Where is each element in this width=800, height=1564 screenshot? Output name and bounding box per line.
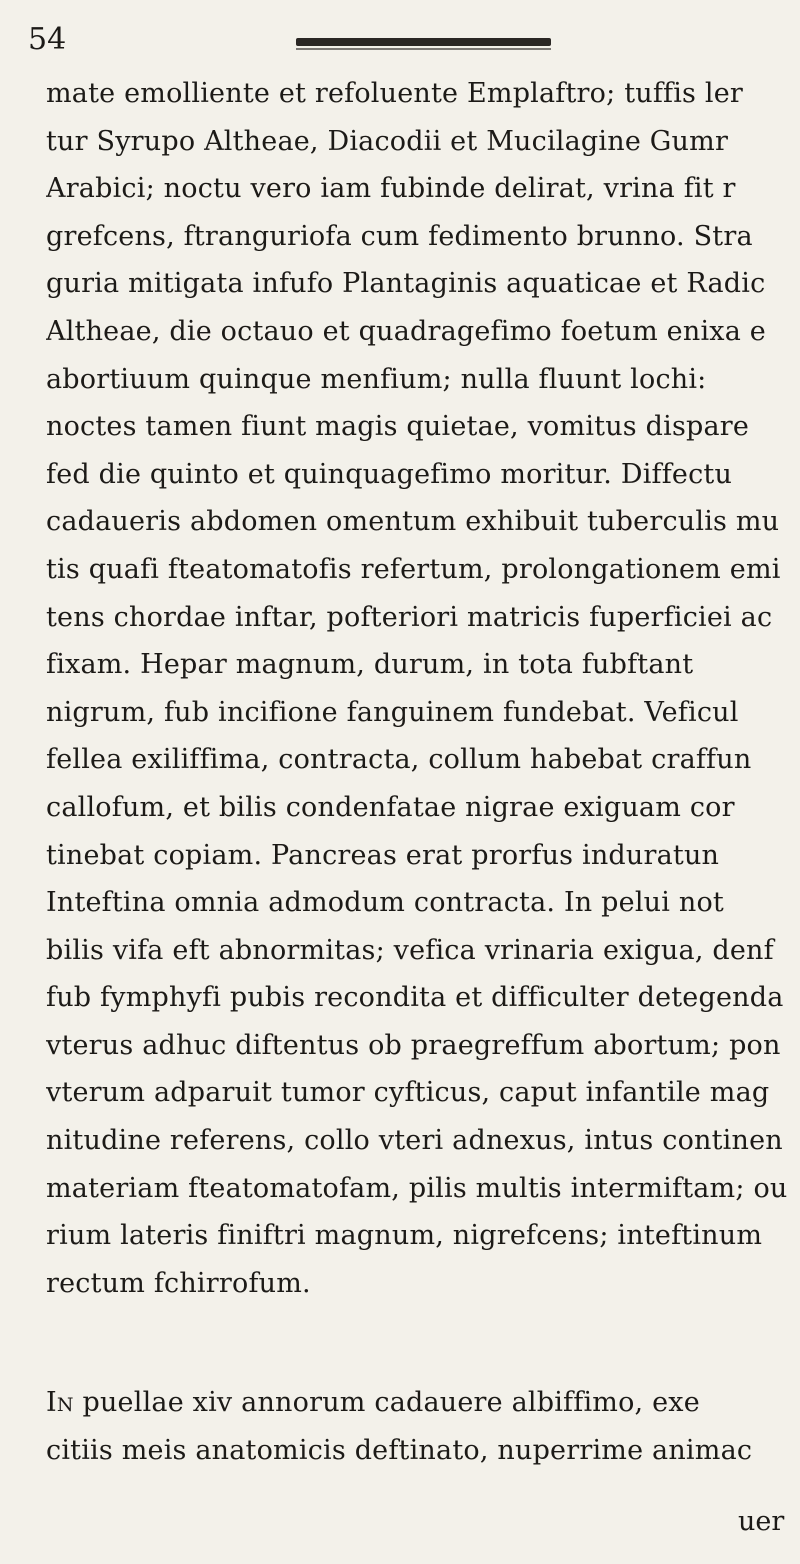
paragraph-gap: [46, 1307, 800, 1379]
text-line: nitudine referens, collo vteri adnexus, intus continen: [46, 1125, 783, 1157]
text-line: fub fymphyfi pubis recondita et difficulter detegenda: [46, 982, 784, 1014]
page-number: 54: [28, 22, 67, 57]
text-line: guria mitigata infufo Plantaginis aquaticae et Radic: [46, 268, 766, 300]
text-line: vterus adhuc diftentus ob praegreffum abortum; pon: [46, 1029, 781, 1061]
text-line: fed die quinto et quinquagefimo moritur. Diffectu: [46, 458, 733, 490]
text-line: rectum fchirrofum.: [46, 1267, 311, 1299]
text-line: fixam. Hepar magnum, durum, in tota fubftant: [46, 649, 694, 681]
header-rule: [296, 38, 551, 46]
text-line: callofum, et bilis condenfatae nigrae exiguam cor: [46, 791, 735, 823]
body-text: [46, 70, 800, 1475]
text-line: cadaueris abdomen omentum exhibuit tuberculis mu: [46, 506, 780, 538]
catchword: uer: [738, 1506, 785, 1537]
text-line: vterum adparuit tumor cyfticus, caput infantile mag: [46, 1077, 770, 1109]
text-line: tens chordae inftar, pofteriori matricis fuperficiei ac: [46, 601, 773, 633]
text-line: Inteftina omnia admodum contracta. In pelui not: [46, 887, 724, 919]
text-line: [46, 1379, 800, 1427]
text-line: noctes tamen fiunt magis quietae, vomitus dispare: [46, 411, 750, 443]
text-line: tur Syrupo Altheae, Diacodii et Mucilagine Gumr: [46, 125, 729, 157]
paragraph-initial: In: [46, 1387, 74, 1419]
text-line-rest: puellae xiv annorum cadauere albiffimo, exe: [73, 1387, 700, 1419]
text-line: mate emolliente et refoluente Emplaftro; tuffis ler: [46, 78, 744, 109]
text-line: tis quafi fteatomatofis refertum, prolongationem emi: [46, 553, 781, 585]
text-line: rium lateris finiftri magnum, nigrefcens; inteftinum: [46, 1220, 763, 1252]
text-line: citiis meis anatomicis deftinato, nuperrime animac: [46, 1435, 753, 1467]
text-line: fellea exiliffima, contracta, collum habebat craffun: [46, 744, 752, 776]
text-line: grefcens, ftranguriofa cum fedimento brunno. Stra: [46, 220, 753, 252]
text-line: Altheae, die octauo et quadragefimo foetum enixa e: [46, 315, 766, 347]
text-line: tinebat copiam. Pancreas erat prorfus induratun: [46, 839, 720, 871]
text-line: materiam fteatomatofam, pilis multis intermiftam; ou: [46, 1172, 788, 1204]
text-line: bilis vifa eft abnormitas; vefica vrinaria exigua, denf: [46, 934, 774, 966]
text-line: Arabici; noctu vero iam fubinde delirat, vrina fit r: [46, 173, 736, 205]
text-line: abortiuum quinque menfium; nulla fluunt lochi:: [46, 363, 707, 395]
text-line: nigrum, fub incifione fanguinem fundebat. Veficul: [46, 696, 739, 728]
